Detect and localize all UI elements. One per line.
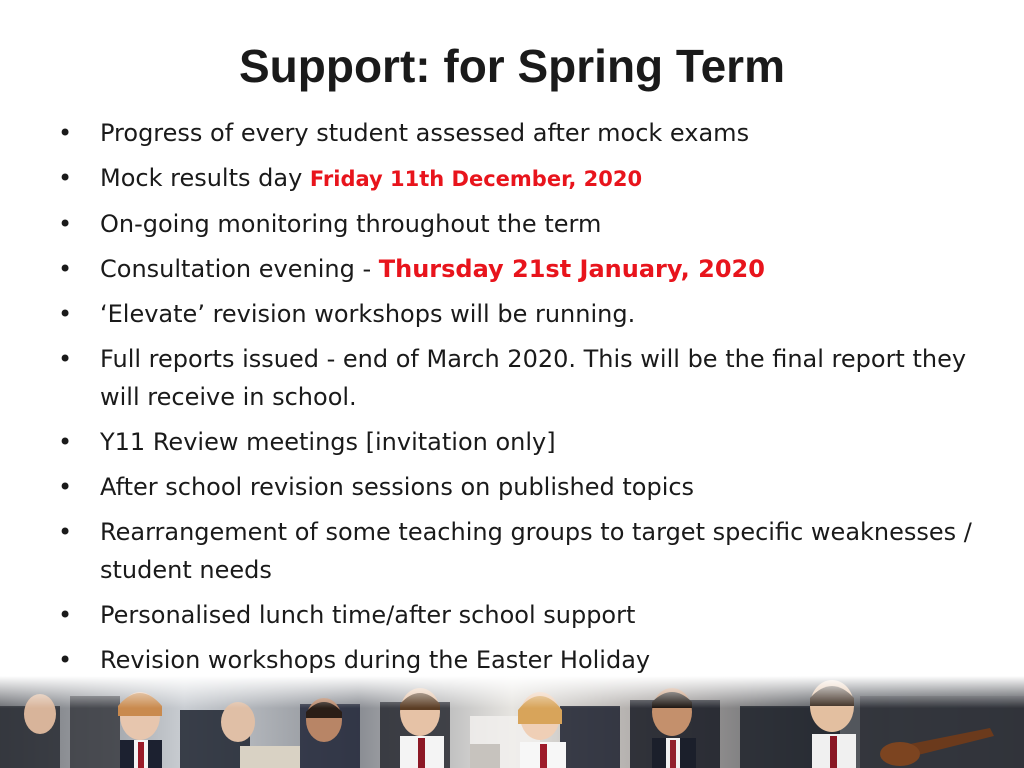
- slide-title: Support: for Spring Term: [238, 40, 785, 92]
- bullet-dot-icon: •: [58, 345, 73, 373]
- bullet-item: [58, 114, 978, 152]
- bullet-text: Rearrangement of some teaching groups to target specific weaknesses / student needs: [100, 518, 972, 584]
- bullet-item: [58, 295, 978, 333]
- bullet-dot-icon: •: [58, 300, 73, 328]
- bullet-text: After school revision sessions on published topics: [100, 473, 695, 501]
- bullet-item: [58, 250, 978, 288]
- bullet-date-highlight: Friday 11th December, 2020: [309, 167, 643, 191]
- bullet-text: Y11 Review meetings [invitation only]: [100, 428, 556, 456]
- bullet-dot-icon: •: [58, 428, 73, 456]
- bullet-dot-icon: •: [58, 210, 73, 238]
- bullet-item: [58, 513, 978, 589]
- bullet-dot-icon: •: [58, 518, 73, 546]
- bullet-dot-icon: •: [58, 601, 73, 629]
- bullet-text: Progress of every student assessed after mock exams: [100, 119, 750, 147]
- bullet-dot-icon: •: [58, 473, 73, 501]
- bullet-text: Revision workshops during the Easter Holiday: [100, 646, 651, 674]
- bullet-list: [58, 114, 978, 686]
- bullet-dot-icon: •: [58, 255, 73, 283]
- students-photo-collage: [0, 676, 1024, 768]
- bullet-text: On-going monitoring throughout the term: [100, 210, 602, 238]
- bullet-item: [58, 468, 978, 506]
- bullet-dot-icon: •: [58, 646, 73, 674]
- bullet-text: ‘Elevate’ revision workshops will be running.: [100, 300, 636, 328]
- bullet-item: [58, 596, 978, 634]
- bullet-item: [58, 641, 978, 679]
- bullet-item: [58, 340, 978, 416]
- bullet-text: Consultation evening -: [100, 255, 379, 283]
- bullet-dot-icon: •: [58, 119, 73, 147]
- bullet-text: Mock results day: [100, 164, 310, 192]
- bullet-dot-icon: •: [58, 164, 73, 192]
- bullet-item: [58, 159, 978, 198]
- bullet-date-highlight: Thursday 21st January, 2020: [378, 255, 765, 283]
- bullet-item: [58, 423, 978, 461]
- bullet-text: Personalised lunch time/after school support: [100, 601, 636, 629]
- bullet-text: Full reports issued - end of March 2020. This will be the final report they will receive in school.: [100, 345, 967, 411]
- bullet-item: [58, 205, 978, 243]
